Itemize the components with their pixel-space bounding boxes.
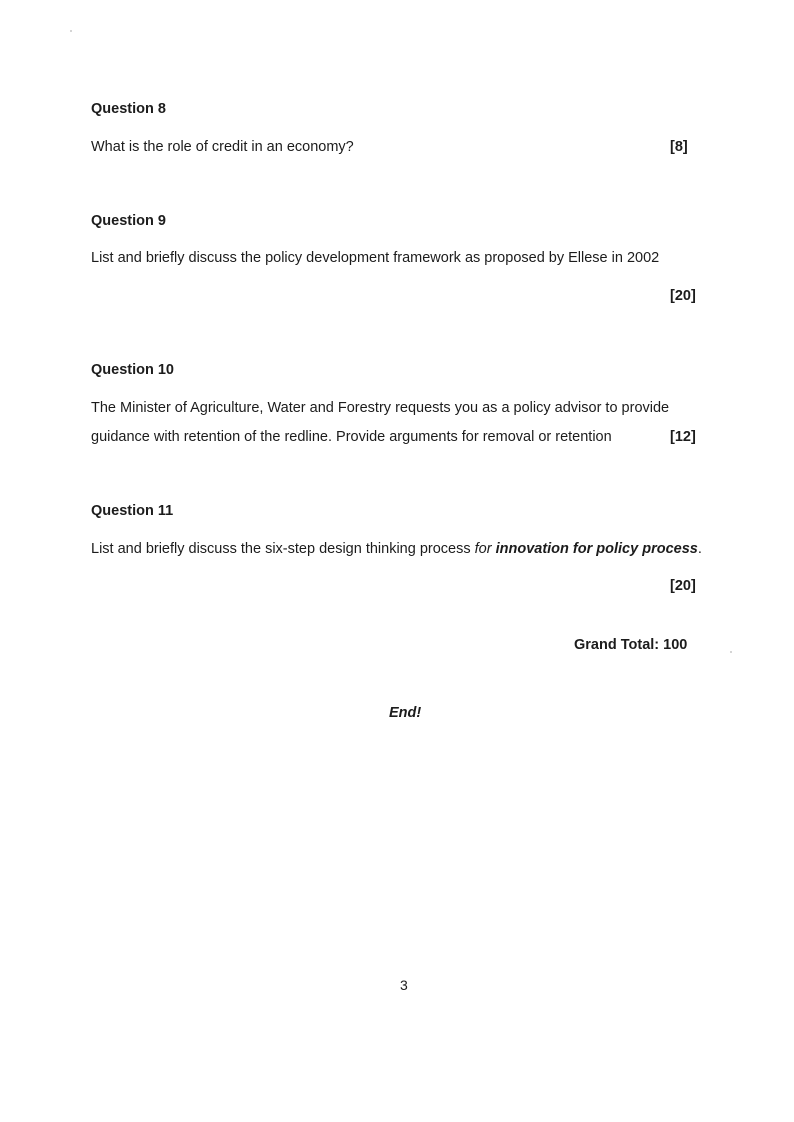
question-9-marks: [20] bbox=[670, 288, 696, 304]
question-9-text: List and briefly discuss the policy development framework as proposed by Ellese in 2002 bbox=[91, 250, 660, 266]
question-8-heading: Question 8 bbox=[91, 101, 166, 117]
end-marker: End! bbox=[389, 705, 422, 721]
question-11-text-italic: for bbox=[474, 541, 496, 557]
question-11-text bbox=[91, 541, 702, 557]
question-10-text-line-2: guidance with retention of the redline. Provide arguments for removal or retention bbox=[91, 429, 612, 445]
scan-speck bbox=[730, 651, 732, 653]
scan-speck bbox=[70, 30, 72, 32]
question-11-text-end: . bbox=[697, 541, 702, 557]
question-11-marks: [20] bbox=[670, 578, 696, 594]
question-8-text: What is the role of credit in an economy? bbox=[91, 139, 354, 155]
question-11-text-bold-italic: innovation for policy process bbox=[495, 541, 698, 557]
question-11-text-plain: List and briefly discuss the six-step design thinking process bbox=[91, 541, 475, 557]
question-10-heading: Question 10 bbox=[91, 362, 174, 378]
question-10-text-line-1-content: The Minister of Agriculture, Water and Forestry requests you as a policy advisor to provide bbox=[91, 400, 670, 416]
question-10-marks: [12] bbox=[670, 429, 696, 445]
question-11-heading: Question 11 bbox=[91, 503, 174, 519]
grand-total: Grand Total: 100 bbox=[574, 637, 688, 653]
question-9-heading: Question 9 bbox=[91, 213, 166, 229]
question-10-text-line-1 bbox=[91, 394, 717, 423]
page-number: 3 bbox=[400, 977, 408, 993]
question-8-marks: [8] bbox=[670, 139, 688, 155]
